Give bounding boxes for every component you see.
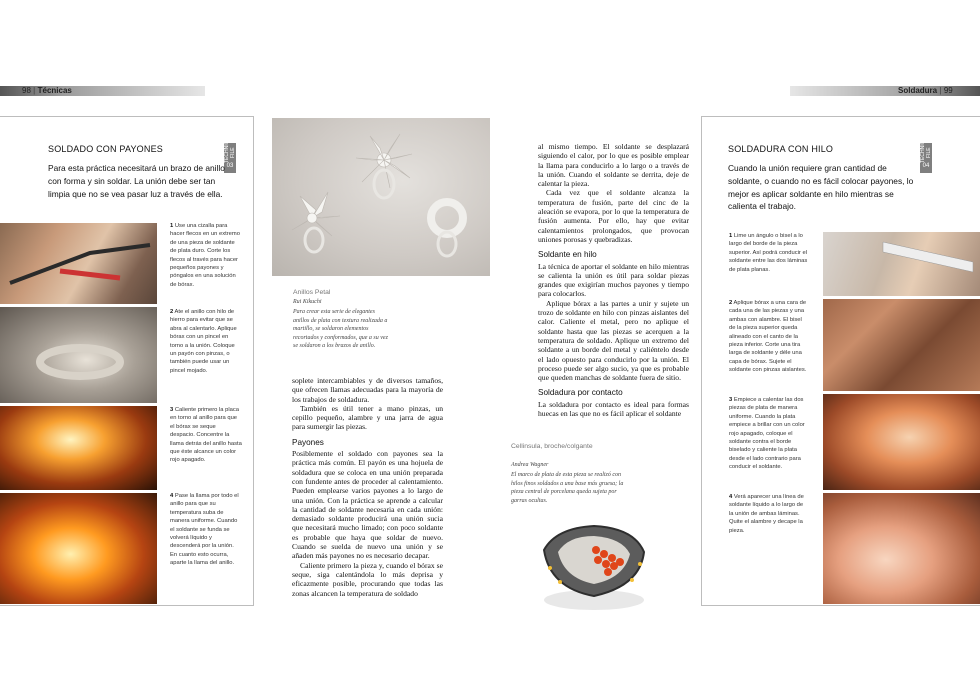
paragraph: Cada vez que el soldante alcanza la temperatura de fusión, parte del cinc de la aleación se evapora, por lo que la temperatura de fusión aumenta. Por ello, hay que evitar calentamientos prolongados, que provocan uniones porosas y quebradizas.	[538, 188, 689, 244]
left-page-number: 98	[22, 86, 31, 95]
right-step-1-photo	[823, 232, 980, 296]
cellinsula-caption-title: Cellinsula, broche/colgante	[511, 443, 593, 450]
tab-number: 04	[922, 163, 930, 169]
paragraph: al mismo tiempo. El soldante se desplazará siguiendo el calor, por lo que es posible emplear la llama para conducirlo a lo largo o a través de la unión. Cuando el soldante se derrita, deje de calentar la pieza.	[538, 142, 689, 189]
tab-label: TECHNIQUE FILE	[920, 133, 932, 163]
right-page-number: 99	[943, 86, 953, 95]
paragraph: También es útil tener a mano pinzas, un cepillo pequeño, alambre y una jarra de agua para sumergir las piezas.	[292, 403, 443, 432]
right-section-title: Soldadura	[898, 86, 938, 95]
paragraph: La soldadura por contacto es ideal para formas huecas en las que no es fácil aplicar el soldante	[538, 399, 689, 419]
paragraph: soplete intercambiables y de diversos tamaños, que ofrecen llamas adecuadas para la mayoría de los trabajos de soldadura.	[292, 376, 443, 404]
step-3-photo	[0, 406, 157, 490]
step-2-photo	[0, 307, 157, 403]
right-running-header: Soldadura | 99	[898, 86, 953, 95]
paragraph: Aplique bórax a las partes a unir y sujete un trozo de soldante en hilo con pinzas aislantes del calor. Caliente el metal, pero no aplique el soldante hasta que las piezas se acerquen a la temperatura de soldado. Aplique un extremo del soldante a un borde del metal y caliéntelo desde el lado opuesto para conducirlo por la unión. El proceso puede ser algo sucio, ya que es probable que queden manchas de soldante fuera de sitio.	[538, 298, 689, 383]
subheading-payones: Payones	[292, 437, 324, 447]
right-step-1: 1 Lime un ángulo o bisel a lo largo del borde de la pieza superior. Así podrá conducir el soldante entre las dos láminas de plata planas.	[729, 233, 808, 273]
middle-left-column	[292, 376, 443, 598]
right-step-3-photo	[823, 394, 980, 490]
pliers-icon	[0, 223, 157, 304]
step-1-photo	[0, 223, 157, 304]
left-section-title: Técnicas	[37, 86, 72, 95]
right-step-3: 3 Empiece a calentar las dos piezas de plata de manera uniforme. Cuando la plata empiece a brillar con un color rojo apagado, coloque el soldante contra el borde biselado y caliente la plata desde el lado contrario para conducir el soldante.	[729, 397, 805, 471]
right-technique-tab	[920, 133, 932, 173]
flower-ring-icon	[272, 118, 490, 276]
right-step-2-photo	[823, 299, 980, 391]
right-step-4-photo	[823, 493, 980, 604]
tab-number: 03	[226, 163, 234, 169]
petal-caption-body: Para crear esta serie de elegantes anillos de plata con textura realizada a martillo, se soldaron elementos recortados y conformados, que a su vez se soldaron a los brazos de anillo.	[293, 309, 388, 350]
middle-right-column	[538, 142, 689, 418]
paragraph: La técnica de aportar el soldante en hilo mientras se calienta la unión es útil para soldar piezas grandes que exigirían muchos payones y tiempo para colocarlos.	[538, 261, 689, 299]
file-icon	[823, 232, 980, 296]
left-running-header: 98 | Técnicas	[22, 86, 72, 95]
right-panel-intro: Cuando la unión requiere gran cantidad de soldante, o cuando no es fácil colocar payones, lo mejor es aplicar soldante en hilo mientras se calienta el trabajo.	[728, 163, 914, 212]
paragraph: Posiblemente el soldado con payones sea la práctica más común. El payón es una hojuela de soldadura que se coloca en una unión preparada con fundente antes de proceder al calentamiento. Pueden emplearse varios payones a lo largo de una unión. Con la práctica se aprende a calcular la cantidad de soldante necesaria en cada unión: demasiado soldante producirá una unión sucia que necesitará mucho limado; con poco soldante es probable que haya que soldar de nuevo. Cuando se suelda de nuevo una unión y se añaden más payones no es necesario decapar.	[292, 449, 443, 561]
subheading-soldadura-por-contacto: Soldadura por contacto	[538, 388, 623, 398]
left-step-4: 4 Pase la llama por todo el anillo para que su temperatura suba de manera uniforme. Cuando el soldante se funda se volverá líquido y descenderá por la unión. En cuanto esto ocurra, aparte la llama del anillo.	[170, 493, 239, 567]
ring-icon	[0, 307, 157, 403]
tab-label: TECHNIQUE FILE	[224, 133, 236, 163]
right-panel-title: SOLDADURA CON HILO	[728, 144, 834, 154]
left-panel-title: SOLDADO CON PAYONES	[48, 144, 163, 154]
brooch-photo	[536, 520, 652, 614]
left-step-3: 3 Caliente primero la placa en torno al anillo para que el bórax se seque despacio. Concentre la llama detrás del anillo hasta que éste alcance un color rojo apagado.	[170, 407, 242, 464]
cellinsula-caption-author: Andrea Wagner	[511, 462, 549, 468]
left-step-1: 1 Use una cizalla para hacer flecos en un extremo de una pieza de soldante de plata duro. Corte los flecos al través para hacer pequeños payones y póngalos en una solución de bórax.	[170, 223, 240, 288]
brooch-icon	[536, 520, 652, 614]
cellinsula-caption-body: El marco de plata de esta pieza se realizó con hilos finos soldados a una base más gruesa; la pieza central de porcelana queda sujeta por garras ocultas.	[511, 472, 624, 504]
right-step-4: 4 Verá aparecer una línea de soldante líquido a lo largo de la unión de ambas láminas. Quite el alambre y decape la pieza.	[729, 494, 804, 534]
subheading-soldante-en-hilo: Soldante en hilo	[538, 250, 597, 260]
petal-caption-author: Rui Kikuchi	[293, 299, 322, 305]
step-4-photo	[0, 493, 157, 604]
paragraph: Caliente primero la pieza y, cuando el bórax se seque, siga calentándola lo más deprisa y eficazmente posible, procurando que todas las zonas alcancen la temperatura de soldado	[292, 560, 443, 598]
petal-caption-title: Anillos Petal	[293, 289, 331, 296]
left-step-2: 2 Ate el anillo con hilo de hierro para evitar que se abra al calentarlo. Aplique bórax con un pincel en torno a la unión. Coloque un payón con pinzas, o también puede usar un pincel mojado.	[170, 309, 237, 374]
left-panel-intro: Para esta práctica necesitará un brazo de anillo con forma y sin soldar. La unión debe ser tan limpia que no se vea pasar luz a través de ella.	[48, 163, 225, 199]
petal-rings-photo	[272, 118, 490, 276]
right-step-2: 2 Aplique bórax a una cara de cada una de las piezas y una ambas con alambre. El bisel de la pieza superior queda alineado con el canto de la pieza inferior. Corte una tira larga de soldante y déle una capa de bórax. Sujete el soldante con pinzas aislantes.	[729, 300, 807, 374]
